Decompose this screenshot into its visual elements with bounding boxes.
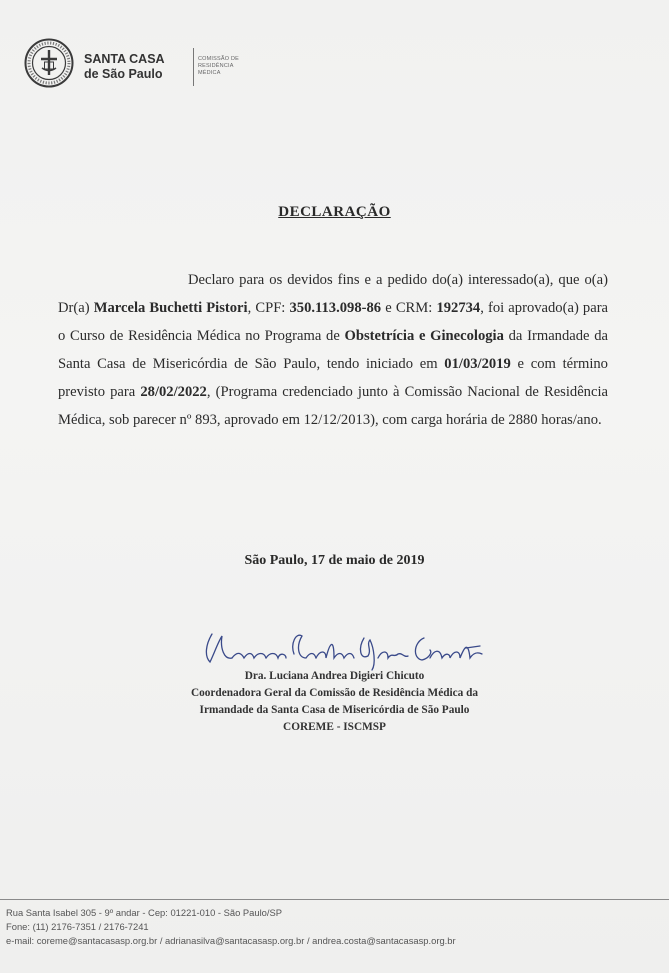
end-date: 28/02/2022 — [140, 384, 207, 400]
brand-subtitle — [198, 56, 239, 77]
body-text-7: , (Programa credenciado junto à Comissão Nacional de Residência Médica, sob parecer nº 893, aprovado em 12/12/2013), com carga horária de 2880 horas/ano. — [58, 384, 608, 428]
body-text-3: e CRM: — [381, 300, 437, 316]
brand-name — [84, 52, 204, 82]
program-name: Obstetrícia e Ginecologia — [344, 328, 504, 344]
footer-address: Rua Santa Isabel 305 - 9º andar - Cep: 01221-010 - São Paulo/SP — [6, 907, 282, 918]
signer-name: Dra. Luciana Andrea Digieri Chicuto — [244, 670, 425, 682]
body-text-6: e com término previsto para — [58, 356, 608, 400]
signer-role-line-2: Irmandade da Santa Casa de Misericórdia de São Paulo — [199, 704, 470, 716]
brand-sub-line-3: MÉDICA — [198, 70, 221, 76]
footer-divider — [0, 899, 669, 900]
document-title: DECLARAÇÃO — [278, 204, 391, 220]
footer — [6, 906, 666, 948]
signer-role-line-1: Coordenadora Geral da Comissão de Residência Médica da — [190, 687, 479, 699]
brand-sub-line-2: RESIDÊNCIA — [198, 63, 234, 69]
footer-phone: Fone: (11) 2176-7351 / 2176-7241 — [6, 921, 149, 932]
footer-email: e-mail: coreme@santacasasp.org.br / adrianasilva@santacasasp.org.br / andrea.costa@santacasasp.org.br — [6, 935, 456, 946]
brand-line-1: SANTA CASA — [84, 52, 165, 66]
resident-name: Marcela Buchetti Pistori — [93, 300, 248, 316]
brand-line-2: de São Paulo — [84, 67, 163, 81]
declaration-body — [58, 266, 608, 434]
start-date: 01/03/2019 — [444, 356, 511, 372]
crm-value: 192734 — [436, 300, 481, 316]
body-text-2: , CPF: — [247, 300, 290, 316]
brand-divider — [193, 48, 194, 86]
cpf-value: 350.113.098-86 — [289, 300, 382, 316]
body-text-5: da Irmandade da Santa Casa de Misericórdia de São Paulo, tendo iniciado em — [58, 328, 609, 372]
body-text-1: Declaro para os devidos fins e a pedido do(a) interessado(a), que o(a) Dr(a) — [58, 272, 608, 316]
signer-block — [0, 668, 669, 736]
body-text-4: , foi aprovado(a) para o Curso de Residência Médica no Programa de — [58, 300, 609, 344]
signer-organization: COREME - ISCMSP — [283, 721, 386, 733]
brand-sub-line-1: COMISSÃO DE — [198, 56, 240, 62]
place-and-date: São Paulo, 17 de maio de 2019 — [244, 553, 425, 568]
handwritten-signature — [198, 624, 498, 674]
santa-casa-seal-logo — [24, 38, 74, 88]
